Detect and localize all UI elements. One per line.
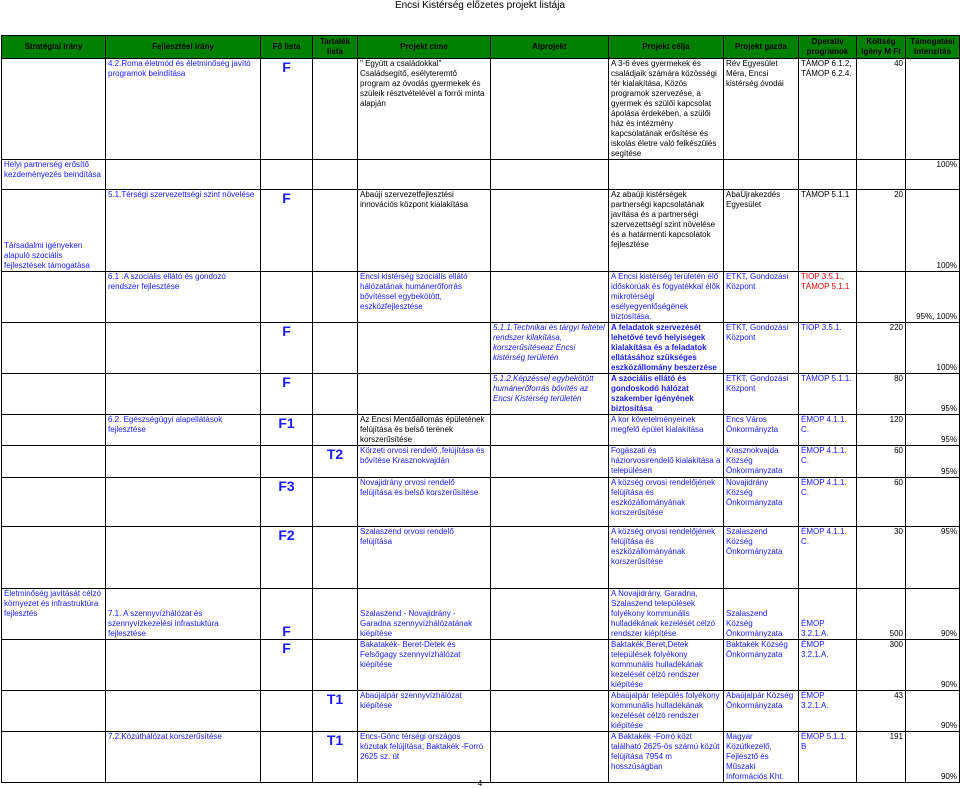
cell-title: Abaújalpár szennyvízhálózat kiépítése — [358, 691, 491, 732]
cell-intensity: 100% — [906, 160, 960, 190]
cell-cost — [857, 272, 906, 323]
cell-subproject — [491, 732, 609, 783]
cell-title: Novajidrány orvosi rendelő felújítása és belső korszerűsítése — [358, 478, 491, 527]
cell-reserve-list — [313, 323, 358, 374]
cell-title — [358, 323, 491, 374]
cell-op: ÉMOP 4.1.1. C. — [799, 446, 857, 478]
cell-reserve-list — [313, 160, 358, 190]
cell-direction: 6.2. Egészségügyi alapellátások fejlesztése — [106, 415, 261, 446]
cell-strategy — [2, 272, 106, 323]
cell-goal — [609, 160, 724, 190]
cell-cost: 60 — [857, 478, 906, 527]
cell-direction — [106, 160, 261, 190]
table-row — [2, 478, 960, 527]
cell-owner: Baktakék Község Önkormányzata — [724, 640, 799, 691]
header-cell: Projekt célja — [609, 36, 724, 59]
cell-reserve-list — [313, 478, 358, 527]
cell-main-list — [261, 691, 313, 732]
cell-intensity: 100% — [906, 323, 960, 374]
cell-op: ÉMOP 4.1.1. C. — [799, 527, 857, 589]
cell-goal: Az abaúji kistérségek partnerségi kapcsolatának javítása és a partnerségi szervezettségi szint növelése és a határmenti kapcsolatok fejlesztése — [609, 190, 724, 272]
cell-owner: ETKT, Gondozási Központ — [724, 272, 799, 323]
cell-main-list — [261, 732, 313, 783]
cell-owner: Rév Egyesület Méra, Encsi kistérség óvodái — [724, 59, 799, 160]
cell-cost: 191 — [857, 732, 906, 783]
cell-intensity: 95% — [906, 527, 960, 589]
cell-direction — [106, 323, 261, 374]
cell-main-list: F — [261, 640, 313, 691]
cell-title: Körzeti orvosi rendelő ,felújítása és bővítése Krasznokvajdán — [358, 446, 491, 478]
cell-cost: 80 — [857, 374, 906, 415]
header-cell: Operatív programok — [799, 36, 857, 59]
cell-goal: A Novajidrány, Garadna, Szalaszend települések folyékony kommunális hulladékának kezelését célzó rendszer kiépítése — [609, 589, 724, 640]
cell-reserve-list — [313, 640, 358, 691]
cell-intensity: 90% — [906, 691, 960, 732]
cell-goal: A feladatok szervezését lehetővé tevő helyiségek kialakítása és a feladatok ellátásához szükséges eszközállomány beszerzése — [609, 323, 724, 374]
cell-title — [358, 374, 491, 415]
cell-goal: A szociális ellátó és gondoskodó hálózat szakember igényének biztosítása — [609, 374, 724, 415]
cell-cost: 60 — [857, 446, 906, 478]
header-cell: Fő lista — [261, 36, 313, 59]
cell-op: ÉMOP 4.1.1. C. — [799, 415, 857, 446]
cell-intensity — [906, 59, 960, 160]
cell-strategy — [2, 323, 106, 374]
cell-intensity: 90% — [906, 589, 960, 640]
cell-goal: A község orvosi rendelőjének felújítása és eszközállományának korszerűsítése — [609, 527, 724, 589]
cell-intensity: 100% — [906, 190, 960, 272]
header-cell: Fejlesztési irány — [106, 36, 261, 59]
cell-main-list: F — [261, 589, 313, 640]
cell-cost: 120 — [857, 415, 906, 446]
cell-op: TIOP 3.5.1., TÁMOP 5.1.1 — [799, 272, 857, 323]
header-cell: Tartalék lista — [313, 36, 358, 59]
header-row — [2, 36, 960, 59]
cell-op: ÉMOP 3.2.1.A. — [799, 691, 857, 732]
cell-owner: Magyar Közútkezelő, Fejlesztő és Műszaki Információs Kht. — [724, 732, 799, 783]
cell-op: ÉMOP 3.2.1.A. — [799, 589, 857, 640]
cell-strategy — [2, 478, 106, 527]
cell-owner: Novajidrány Község Önkormányzata — [724, 478, 799, 527]
header-cell: Költség igény M Ft — [857, 36, 906, 59]
header-cell: Projekt gazda — [724, 36, 799, 59]
table-row — [2, 160, 960, 190]
cell-goal: A kor követelményeinek megfelő épület kialakítása — [609, 415, 724, 446]
cell-direction: 5.1.Térségi szervezettségi szint növelése — [106, 190, 261, 272]
cell-op — [799, 160, 857, 190]
project-table — [1, 35, 960, 783]
cell-owner: Encs Város Önkormányzta — [724, 415, 799, 446]
cell-direction — [106, 527, 261, 589]
cell-strategy — [2, 446, 106, 478]
cell-goal: Abaújalpár település folyékony kommunális hulladékának kezelését célzó rendszer kiépítése — [609, 691, 724, 732]
cell-intensity: 90% — [906, 732, 960, 783]
header-cell: Projekt címe — [358, 36, 491, 59]
cell-strategy: Helyi partnerség erősítő kezdeményezés beindítása — [2, 160, 106, 190]
table-row — [2, 691, 960, 732]
cell-reserve-list — [313, 59, 358, 160]
cell-subproject — [491, 446, 609, 478]
cell-subproject — [491, 160, 609, 190]
cell-title: Encsi kistérség szociális ellátó hálózatának humánerőforrás bővítéssel egybekötött, eszközfejlesztése — [358, 272, 491, 323]
header-cell: Alprojekt — [491, 36, 609, 59]
cell-main-list: F — [261, 190, 313, 272]
cell-goal: A 3-6 éves gyermekek és családjaik számára közösségi tér kialakítása, Közös programok szervezése, a gyermek és szülői kapcsolat ápolása érdekében, a szülői ház és intézmény kapcsolatának erősítése és iskolás életre való felkészülés segítése — [609, 59, 724, 160]
cell-strategy — [2, 374, 106, 415]
cell-subproject — [491, 415, 609, 446]
cell-subproject — [491, 527, 609, 589]
page-number: 4 — [477, 779, 483, 788]
table-row — [2, 589, 960, 640]
table-row — [2, 190, 960, 272]
cell-main-list: F — [261, 374, 313, 415]
cell-subproject — [491, 640, 609, 691]
cell-direction — [106, 691, 261, 732]
cell-goal: A község orvosi rendelőjének felújítása és eszközállományának korszerűsítése — [609, 478, 724, 527]
cell-intensity: 95% — [906, 374, 960, 415]
table-row — [2, 415, 960, 446]
cell-cost: 300 — [857, 640, 906, 691]
cell-main-list: F — [261, 59, 313, 160]
cell-op: ÉMOP 4.1.1. C. — [799, 478, 857, 527]
cell-owner: Szalaszend Község Önkormányzata — [724, 589, 799, 640]
cell-direction: 7.1. A szennyvízhálózat és szennyvízkezelési infrastuktúra fejlesztése — [106, 589, 261, 640]
cell-op: ÉMOP 3.2.1.A. — [799, 640, 857, 691]
cell-cost: 500 — [857, 589, 906, 640]
cell-owner: Krasznokvajda Község Önkormányzata — [724, 446, 799, 478]
cell-op: TÁMOP 5.1.1. — [799, 374, 857, 415]
cell-title: " Együtt a családokkal" Családsegítő, esélyteremtő program az óvodás gyermekek és szüleik résztvételével a forrói minta alapján — [358, 59, 491, 160]
cell-main-list — [261, 272, 313, 323]
cell-main-list: F3 — [261, 478, 313, 527]
table-row — [2, 527, 960, 589]
table-row — [2, 323, 960, 374]
cell-reserve-list — [313, 190, 358, 272]
cell-cost: 43 — [857, 691, 906, 732]
cell-intensity: 95% — [906, 446, 960, 478]
cell-strategy — [2, 527, 106, 589]
cell-reserve-list: T1 — [313, 732, 358, 783]
cell-direction: 6.1 .A szociális ellátó és gondozó rendszer fejlesztése — [106, 272, 261, 323]
cell-title: Szalaszend orvosi rendelő felújítása — [358, 527, 491, 589]
cell-cost: 40 — [857, 59, 906, 160]
cell-subproject — [491, 272, 609, 323]
cell-title — [358, 160, 491, 190]
cell-owner: ETKT, Gondozási Központ — [724, 374, 799, 415]
cell-subproject: 5.1.2.Képzéssel egybekötött humánerőforrás bővítés az Encsi Kistérség területén — [491, 374, 609, 415]
header-cell: Stratégiai irány — [2, 36, 106, 59]
cell-title: Az Encsi Mentőállomás épületének felújítása és belső terének korszerűsítése — [358, 415, 491, 446]
cell-direction: 4.2.Roma életmód és életminőség javító programok beindítása — [106, 59, 261, 160]
cell-subproject — [491, 190, 609, 272]
table-row — [2, 446, 960, 478]
cell-op: TÁMOP 6.1.2, TÁMOP 6.2.4. — [799, 59, 857, 160]
cell-strategy — [2, 732, 106, 783]
cell-intensity: 95%, 100% — [906, 272, 960, 323]
cell-reserve-list — [313, 272, 358, 323]
cell-title: Szalaszend - Novajidrány - Garadna szennyvízhálózatának kiépítése — [358, 589, 491, 640]
cell-subproject — [491, 59, 609, 160]
cell-title: Abaúji szervezetfejlesztési innovációs központ kialakítása — [358, 190, 491, 272]
cell-goal: Fogászati és háziorvosirendelő kialakítása a településen — [609, 446, 724, 478]
cell-owner — [724, 160, 799, 190]
cell-reserve-list: T2 — [313, 446, 358, 478]
cell-reserve-list — [313, 374, 358, 415]
cell-subproject — [491, 478, 609, 527]
cell-direction: 7.2.Közúthálózat korszerűsítése — [106, 732, 261, 783]
cell-reserve-list — [313, 589, 358, 640]
table-row — [2, 272, 960, 323]
cell-owner: Szalaszend Község Önkormányzata — [724, 527, 799, 589]
cell-owner: ETKT, Gondozási Központ — [724, 323, 799, 374]
cell-strategy — [2, 691, 106, 732]
cell-owner: AbaÚjrakezdés Egyesület — [724, 190, 799, 272]
cell-reserve-list — [313, 527, 358, 589]
cell-op: TÁMOP 5.1.1 — [799, 190, 857, 272]
cell-intensity: 90% — [906, 640, 960, 691]
cell-reserve-list — [313, 415, 358, 446]
cell-goal: A Baktakék -Forró közt található 2625-ös számú közút felújítása 7954 m hosszúságban — [609, 732, 724, 783]
cell-title: Bakatakék- Beret-Detek és Felsőgagy szennyvízhálózat kiépítése — [358, 640, 491, 691]
cell-main-list: F2 — [261, 527, 313, 589]
cell-strategy: Társadalmi igényeken alapuló szociális fejlesztések támogatása — [2, 190, 106, 272]
page-title: Encsi Kistérség előzetes projekt listája — [394, 0, 566, 11]
cell-direction — [106, 640, 261, 691]
table-row — [2, 59, 960, 160]
cell-main-list — [261, 446, 313, 478]
cell-op: TIOP 3.5.1. — [799, 323, 857, 374]
cell-goal: Baktakék,Beret,Detek települések folyékony kommunális hulladékának kezelését célzó rendszer kiépítése — [609, 640, 724, 691]
cell-goal: A Encsi kistérség területén élő időskorúak és fogyatékkal élők mikrotérségi esélyegyenlőségének biztosítása. — [609, 272, 724, 323]
cell-cost — [857, 160, 906, 190]
cell-intensity: 95% — [906, 415, 960, 446]
cell-subproject: 5.1.1.Technikai és tárgyi feltétel rendszer kilakítása, korszerűsítéseaz Encsi kistérség területén — [491, 323, 609, 374]
cell-title: Encs-Gönc térségi országos közutak felújítása; Baktakék -Forró 2625 sz. út — [358, 732, 491, 783]
cell-strategy — [2, 640, 106, 691]
cell-cost: 20 — [857, 190, 906, 272]
cell-cost: 30 — [857, 527, 906, 589]
cell-direction — [106, 374, 261, 415]
cell-reserve-list: T1 — [313, 691, 358, 732]
table-row — [2, 732, 960, 783]
cell-intensity — [906, 478, 960, 527]
cell-strategy: Életminőség javítását célzó környezet és infrastruktúra fejlesztés — [2, 589, 106, 640]
header-cell: Támogatási intenzitás — [906, 36, 960, 59]
cell-direction — [106, 478, 261, 527]
cell-op: ÉMOP 5.1.1. B — [799, 732, 857, 783]
cell-main-list: F1 — [261, 415, 313, 446]
cell-subproject — [491, 589, 609, 640]
cell-subproject — [491, 691, 609, 732]
table-row — [2, 640, 960, 691]
cell-main-list — [261, 160, 313, 190]
cell-strategy — [2, 59, 106, 160]
cell-owner: Abaújalpár Község Önkormányzata — [724, 691, 799, 732]
cell-direction — [106, 446, 261, 478]
cell-main-list: F — [261, 323, 313, 374]
cell-cost: 220 — [857, 323, 906, 374]
cell-strategy — [2, 415, 106, 446]
table-row — [2, 374, 960, 415]
